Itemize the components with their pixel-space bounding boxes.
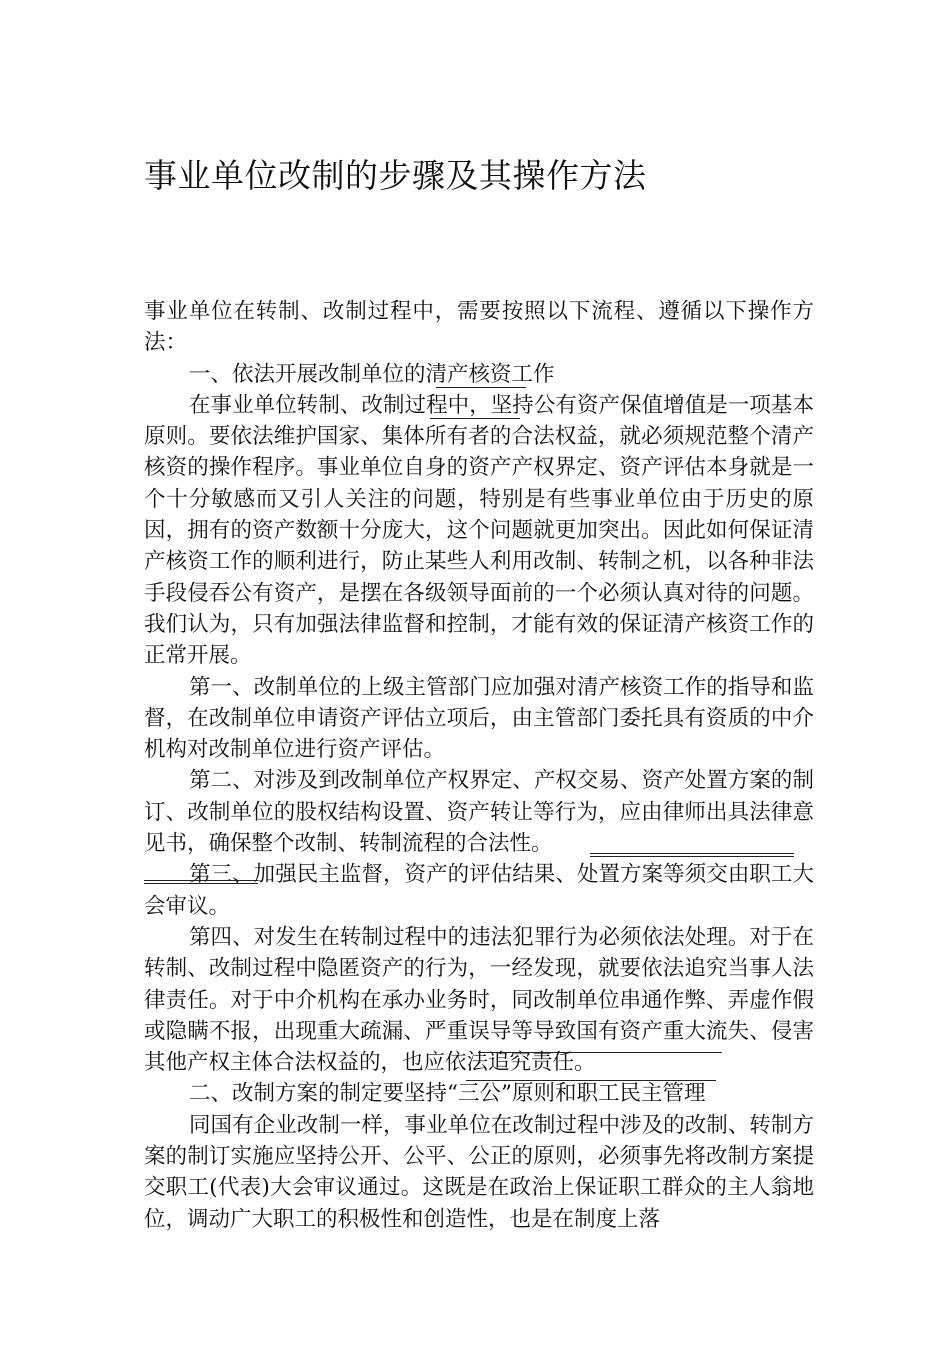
document-title: 事业单位改制的步骤及其操作方法	[144, 156, 647, 195]
document-body	[144, 296, 814, 1235]
body-paragraph: 第一、改制单位的上级主管部门应加强对清产核资工作的指导和监督，在改制单位申请资产评估立项后，由主管部门委托具有资质的中介机构对改制单位进行资产评估。	[144, 674, 814, 763]
revision-double-underline	[590, 853, 794, 857]
body-paragraph: 第三、加强民主监督，资产的评估结果、处置方案等须交由职工大会审议。	[144, 862, 814, 919]
body-paragraph: 在事业单位转制、改制过程中，坚持公有资产保值增值是一项基本原则。要依法维护国家、集体所有者的合法权益，就必须规范整个清产核资的操作程序。事业单位自身的资产产权界定、资产评估本身就是一个十分敏感而又引人关注的问题，特别是有些事业单位由于历史的原因，拥有的资产数额十分庞大，这个问题就更加突出。因此如何保证清产核资工作的顺利进行，防止某些人利用改制、转制之机，以各种非法手段侵吞公有资产，是摆在各级领导面前的一个必须认真对待的问题。我们认为，只有加强法律监督和控制，才能有效的保证清产核资工作的正常开展。	[144, 392, 814, 669]
body-paragraph: 第四、对发生在转制过程中的违法犯罪行为必须依法处理。对于在转制、改制过程中隐匿资产的行为，一经发现，就要依法追究当事人法律责任。对于中介机构在承办业务时，同改制单位串通作弊、弄虚作假或隐瞒不报，出现重大疏漏、严重误导等导致国有资产重大流失、侵害其他产权主体合法权益的，也应依法追究责任。	[144, 924, 814, 1076]
section-heading-1: 一、依法开展改制单位的清产核资工作	[189, 361, 555, 387]
revision-underline	[430, 418, 520, 419]
section-heading-2: 二、改制方案的制定要坚持“三公”原则和职工民主管理	[189, 1081, 706, 1107]
body-paragraph: 第二、对涉及到改制单位产权界定、产权交易、资产处置方案的制订、改制单位的股权结构设置、资产转让等行为，应由律师出具法律意见书，确保整个改制、转制流程的合法性。	[144, 768, 814, 857]
revision-underline	[466, 1080, 716, 1081]
revision-double-underline	[144, 880, 258, 884]
revision-underline	[436, 387, 526, 388]
revision-underline	[478, 1052, 722, 1053]
body-paragraph: 同国有企业改制一样，事业单位在改制过程中涉及的改制、转制方案的制订实施应坚持公开、公平、公正的原则，必须事先将改制方案提交职工(代表)大会审议通过。这既是在政治上保证职工群众的主人翁地位，调动广大职工的积极性和创造性，也是在制度上落	[144, 1112, 814, 1232]
intro-paragraph: 事业单位在转制、改制过程中，需要按照以下流程、遵循以下操作方法：	[144, 299, 814, 356]
